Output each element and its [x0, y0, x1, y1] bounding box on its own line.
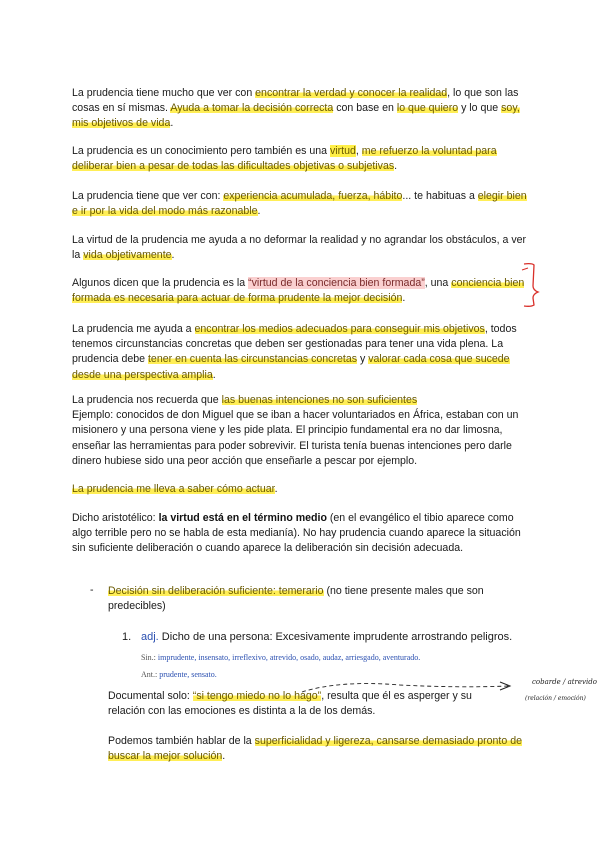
- highlight: vida objetivamente: [83, 249, 172, 262]
- synonyms-label: Sin.:: [141, 653, 156, 662]
- part-of-speech: adj.: [141, 631, 159, 643]
- antonyms-line: [141, 670, 217, 679]
- text: .: [402, 292, 406, 305]
- text: Podemos también hablar de la: [108, 735, 255, 747]
- paragraph-3: [72, 189, 530, 219]
- red-bracket-annotation: [520, 262, 542, 308]
- pink-highlight: “virtud de la conciencia bien formada”: [248, 277, 425, 289]
- paragraph-7: [72, 393, 530, 469]
- handwritten-note-2: (relación / emoción): [525, 695, 586, 702]
- paragraph-2: [72, 144, 530, 174]
- text: .: [170, 117, 174, 130]
- text: .: [257, 205, 261, 218]
- highlight: me refuerzo la voluntad para deliberar bien a pesar de todas las dificultades objetivas o subjetivas: [72, 145, 497, 173]
- paragraph-11: [108, 734, 528, 764]
- text: Ejemplo: conocidos de don Miguel que se iban a hacer voluntariados en África, estaban con un misionero y una persona viene y les pide plata. El principio fundamental era no dar limosna, enseñar las herramientas para poder sobrevivir. El turista tenía buenas intenciones pero darle dinero hubiese sido una peor acción que enseñarle a pescar por ejemplo.: [72, 409, 519, 467]
- highlight: valorar cada cosa que sucede desde una perspectiva amplia: [72, 353, 510, 381]
- highlight: lo que quiero: [396, 102, 459, 115]
- text: .: [171, 249, 175, 262]
- text: .: [212, 368, 216, 381]
- text: La virtud de la prudencia me ayuda a no deformar la realidad y no agrandar los obstáculos, a ver la: [72, 234, 527, 262]
- text: , todos tenemos circunstancias concretas que deben ser gestionadas para tener una vida plena. La prudencia debe: [72, 323, 517, 366]
- paragraph-5: [72, 276, 530, 306]
- paragraph-1: [72, 86, 530, 132]
- text: ... te habituas a: [402, 190, 478, 202]
- highlight: experiencia acumulada, fuerza, hábito: [223, 190, 403, 202]
- antonyms: prudente, sensato.: [157, 670, 217, 679]
- highlight: superficialidad y ligereza, cansarse demasiado pronto de buscar la mejor solución: [108, 735, 522, 763]
- definition: Dicho de una persona: Excesivamente imprudente arrostrando peligros.: [158, 631, 513, 643]
- synonyms-line: [141, 653, 420, 662]
- text: La prudencia me ayuda a: [72, 323, 195, 335]
- text: Dicho aristotélico:: [72, 512, 159, 524]
- text: y: [357, 353, 369, 366]
- text: La prudencia tiene mucho que ver con: [72, 87, 256, 99]
- highlight: las buenas intenciones no son suficientes: [221, 394, 418, 406]
- bullet-item: [108, 584, 528, 614]
- text: , una: [424, 277, 452, 289]
- highlight: tener en cuenta las circunstancias concretas: [147, 353, 358, 366]
- text: La prudencia tiene que ver con:: [72, 190, 224, 202]
- text: Documental solo:: [108, 690, 193, 702]
- text: .: [274, 483, 278, 495]
- text: Algunos dicen que la prudencia es la: [72, 277, 249, 289]
- highlight: Decisión sin deliberación suficiente: temerario: [108, 585, 324, 597]
- bold-text: la virtud está en el término medio: [158, 512, 327, 524]
- highlight: encontrar los medios adecuados para conseguir mis objetivos: [194, 323, 485, 335]
- highlight: virtud: [329, 145, 356, 157]
- dictionary-number: 1.: [122, 631, 132, 643]
- highlight: “si tengo miedo no lo hago”: [192, 690, 322, 702]
- highlight: Ayuda a tomar la decisión correcta: [170, 102, 334, 115]
- synonyms: imprudente, insensato, irreflexivo, atrevido, osado, audaz, arriesgado, aventurado.: [155, 653, 421, 662]
- handwritten-arrow-annotation: [300, 676, 520, 696]
- highlight: conciencia bien formada es necesaria para actuar de forma prudente la mejor decisión: [72, 277, 525, 305]
- paragraph-4: [72, 233, 530, 263]
- dictionary-entry: [141, 631, 512, 643]
- antonyms-label: Ant.:: [141, 670, 158, 679]
- text: , lo que son las cosas en sí mismas.: [72, 87, 519, 115]
- handwritten-note-1: cobarde / atrevido: [532, 678, 597, 686]
- text: (no tiene presente males que son predecibles): [108, 585, 484, 613]
- paragraph-9: [72, 511, 530, 557]
- text: La prudencia es un conocimiento pero también es una: [72, 145, 330, 157]
- text: , resulta que él es asperger y su relación con las emociones es distinta a la de los demás.: [108, 690, 472, 718]
- text: con base en: [333, 102, 397, 115]
- paragraph-8: [72, 482, 530, 497]
- bullet-dash: -: [90, 584, 94, 596]
- highlight: soy, mis objetivos de vida: [72, 102, 520, 130]
- highlight: elegir bien e ir por la vida del modo más razonable: [72, 190, 527, 218]
- text: y lo que: [458, 102, 502, 115]
- text: .: [394, 160, 398, 173]
- paragraph-6: [72, 322, 530, 383]
- text: La prudencia nos recuerda que: [72, 394, 222, 406]
- highlight: La prudencia me lleva a saber cómo actuar: [72, 483, 275, 495]
- text: (en el evangélico el tibio aparece como algo terrible pero no se habla de esta medianía). No hay prudencia cuando aparece la situación sin suficiente deliberación o cuando aparece la deliberación sin decisión adecuada.: [72, 512, 521, 555]
- highlight: encontrar la verdad y conocer la realidad: [255, 87, 448, 99]
- text: ,: [355, 145, 362, 157]
- text: .: [222, 750, 226, 763]
